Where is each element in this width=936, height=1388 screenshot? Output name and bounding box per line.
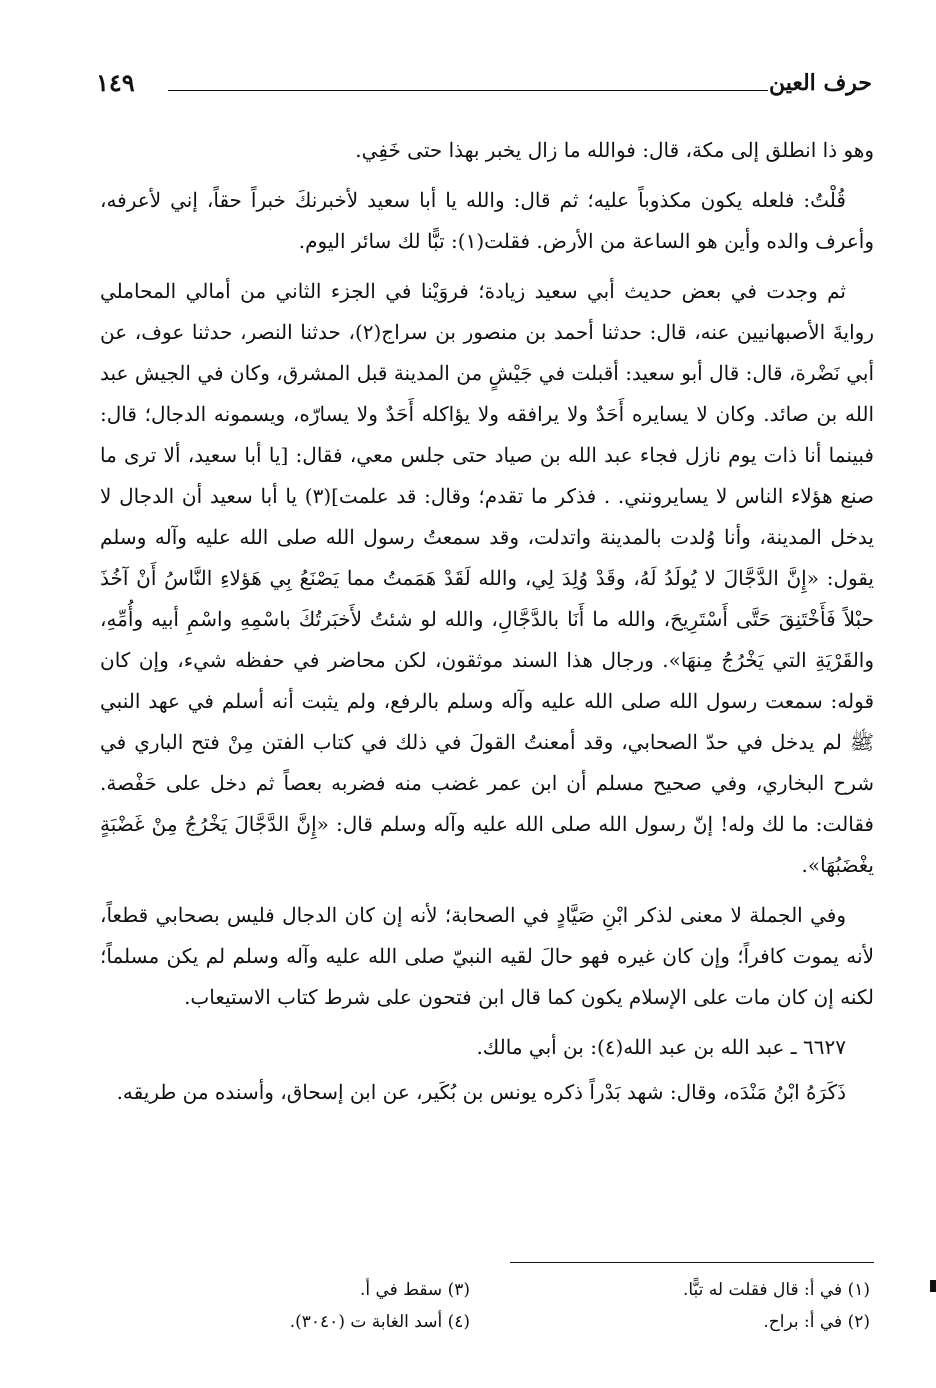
- entry-number: ٦٦٢٧: [803, 1035, 846, 1059]
- margin-mark: [930, 1280, 936, 1292]
- footnotes-left-column: [100, 1274, 470, 1338]
- footnotes-right-column: [500, 1274, 870, 1338]
- page-header: [96, 66, 872, 106]
- entry-text: ـ عبد الله بن عبد الله(٤): بن أبي مالك.: [476, 1035, 797, 1059]
- footnote-4: (٤) أسد الغابة ت (٣٠٤٠).: [289, 1312, 470, 1332]
- running-title: حرف العين: [768, 70, 872, 96]
- paragraph-2: قُلْتُ: فلعله يكون مكذوباً عليه؛ ثم قال: والله يا أبا سعيد لأخبرنكَ خبراً حقاً، إني لأعرفه، وأعرف والده وأين هو الساعة من الأرض. فقلت(١): تبًّا لك سائر اليوم.: [100, 188, 874, 253]
- header-rule: [168, 90, 768, 91]
- page-number: ١٤٩: [96, 68, 135, 97]
- footnote-2: (٢) في أ: براح.: [763, 1312, 870, 1332]
- paragraph-1: وهو ذا انطلق إلى مكة، قال: فوالله ما زال يخبر بهذا حتى خَفِي.: [355, 138, 874, 162]
- body-text: [100, 130, 874, 1122]
- entry-paragraph: ذَكَرَهُ ابْنُ مَنْدَه، وقال: شهد بَدْراً ذكره يونس بن بُكَير، عن ابن إسحاق، وأسنده من طريقه.: [116, 1080, 846, 1104]
- footnote-3: (٣) سقط في أ.: [359, 1280, 470, 1300]
- paragraph-3: ثم وجدت في بعض حديث أبي سعيد زيادة؛ فروَيْنا في الجزء الثاني من أمالي المحاملي روايةَ الأصبهانيين عنه، قال: حدثنا أحمد بن منصور بن سراج(٢)، حدثنا النصر، حدثنا عوف، عن أبي نَضْرة، قال: قال أبو سعيد: أقبلت في جَيْشٍ من المدينة قبل المشرق، وكان في الجيش عبد الله بن صائد. وكان لا يسايره أَحَدٌ ولا يرافقه ولا يؤاكله أَحَدٌ ولا يسارّه، ويسمونه الدجال؛ قال: فبينما أنا ذات يوم نازل فجاء عبد الله بن صياد حتى جلس معي، فقال: [يا أبا سعيد، ألا ترى ما صنع هؤلاء الناس لا يسايرونني. . فذكر ما تقدم؛ وقال: قد علمت](٣) يا أبا سعيد أن الدجال لا يدخل المدينة، وأنا وُلدت بالمدينة واتدلت، وقد سمعتُ رسول الله صلى الله عليه وآله وسلم يقول: «إِنَّ الدَّجَّالَ لا يُولَدُ لَهُ، وقَدْ وُلِدَ لِي، والله لَقَدْ هَمَمتُ مما يَصْنَعُ بِي هَؤلاءِ النَّاسُ أَنْ آخُذَ حبْلاً فَأَخْتَنِقَ حَتَّى أَسْتَرِيحَ، والله ما أَنَا بالدَّجَّالِ، والله لو شئتُ لأَخبَرتُكَ باسْمِهِ واسْمِ أبيه وأُمِّهِ، والقَرْيَةِ التي يَخْرُجُ مِنهَا». ورجال هذا السند موثقون، لكن محاضر في حفظه شيء، وإن كان قوله: سمعت رسول الله صلى الله عليه وآله وسلم بالرفع، ولم يثبت أنه أسلم في عهد النبي ﷺ لم يدخل في حدّ الصحابي، وقد أمعنتُ القولَ في ذلك في كتاب الفتن مِنْ فتح الباري في شرح البخاري، وفي صحيح مسلم أن ابن عمر غضب منه فضربه بعصاً ثم دخل على حَفْصة. فقالت: ما لك وله! إنّ رسول الله صلى الله عليه وآله وسلم قال: «إِنَّ الدَّجَّالَ يَخْرُجُ مِنْ غَضْبَةٍ يغْضَبُهَا».: [100, 279, 874, 877]
- footnote-1: (١) في أ: قال فقلت له تبًّا.: [682, 1280, 870, 1300]
- entry-heading: [100, 1027, 874, 1068]
- footnote-rule: [510, 1262, 874, 1263]
- paragraph-4: وفي الجملة لا معنى لذكر ابْنِ صَيَّادٍ في الصحابة؛ لأنه إن كان الدجال فليس بصحابي قطعاً، لأنه يموت كافراً؛ وإن كان غيره فهو حالَ لقيه النبيّ صلى الله عليه وآله وسلم لم يكن مسلماً؛ لكنه إن كان مات على الإسلام يكون كما قال ابن فتحون على شرط كتاب الاستيعاب.: [100, 903, 874, 1009]
